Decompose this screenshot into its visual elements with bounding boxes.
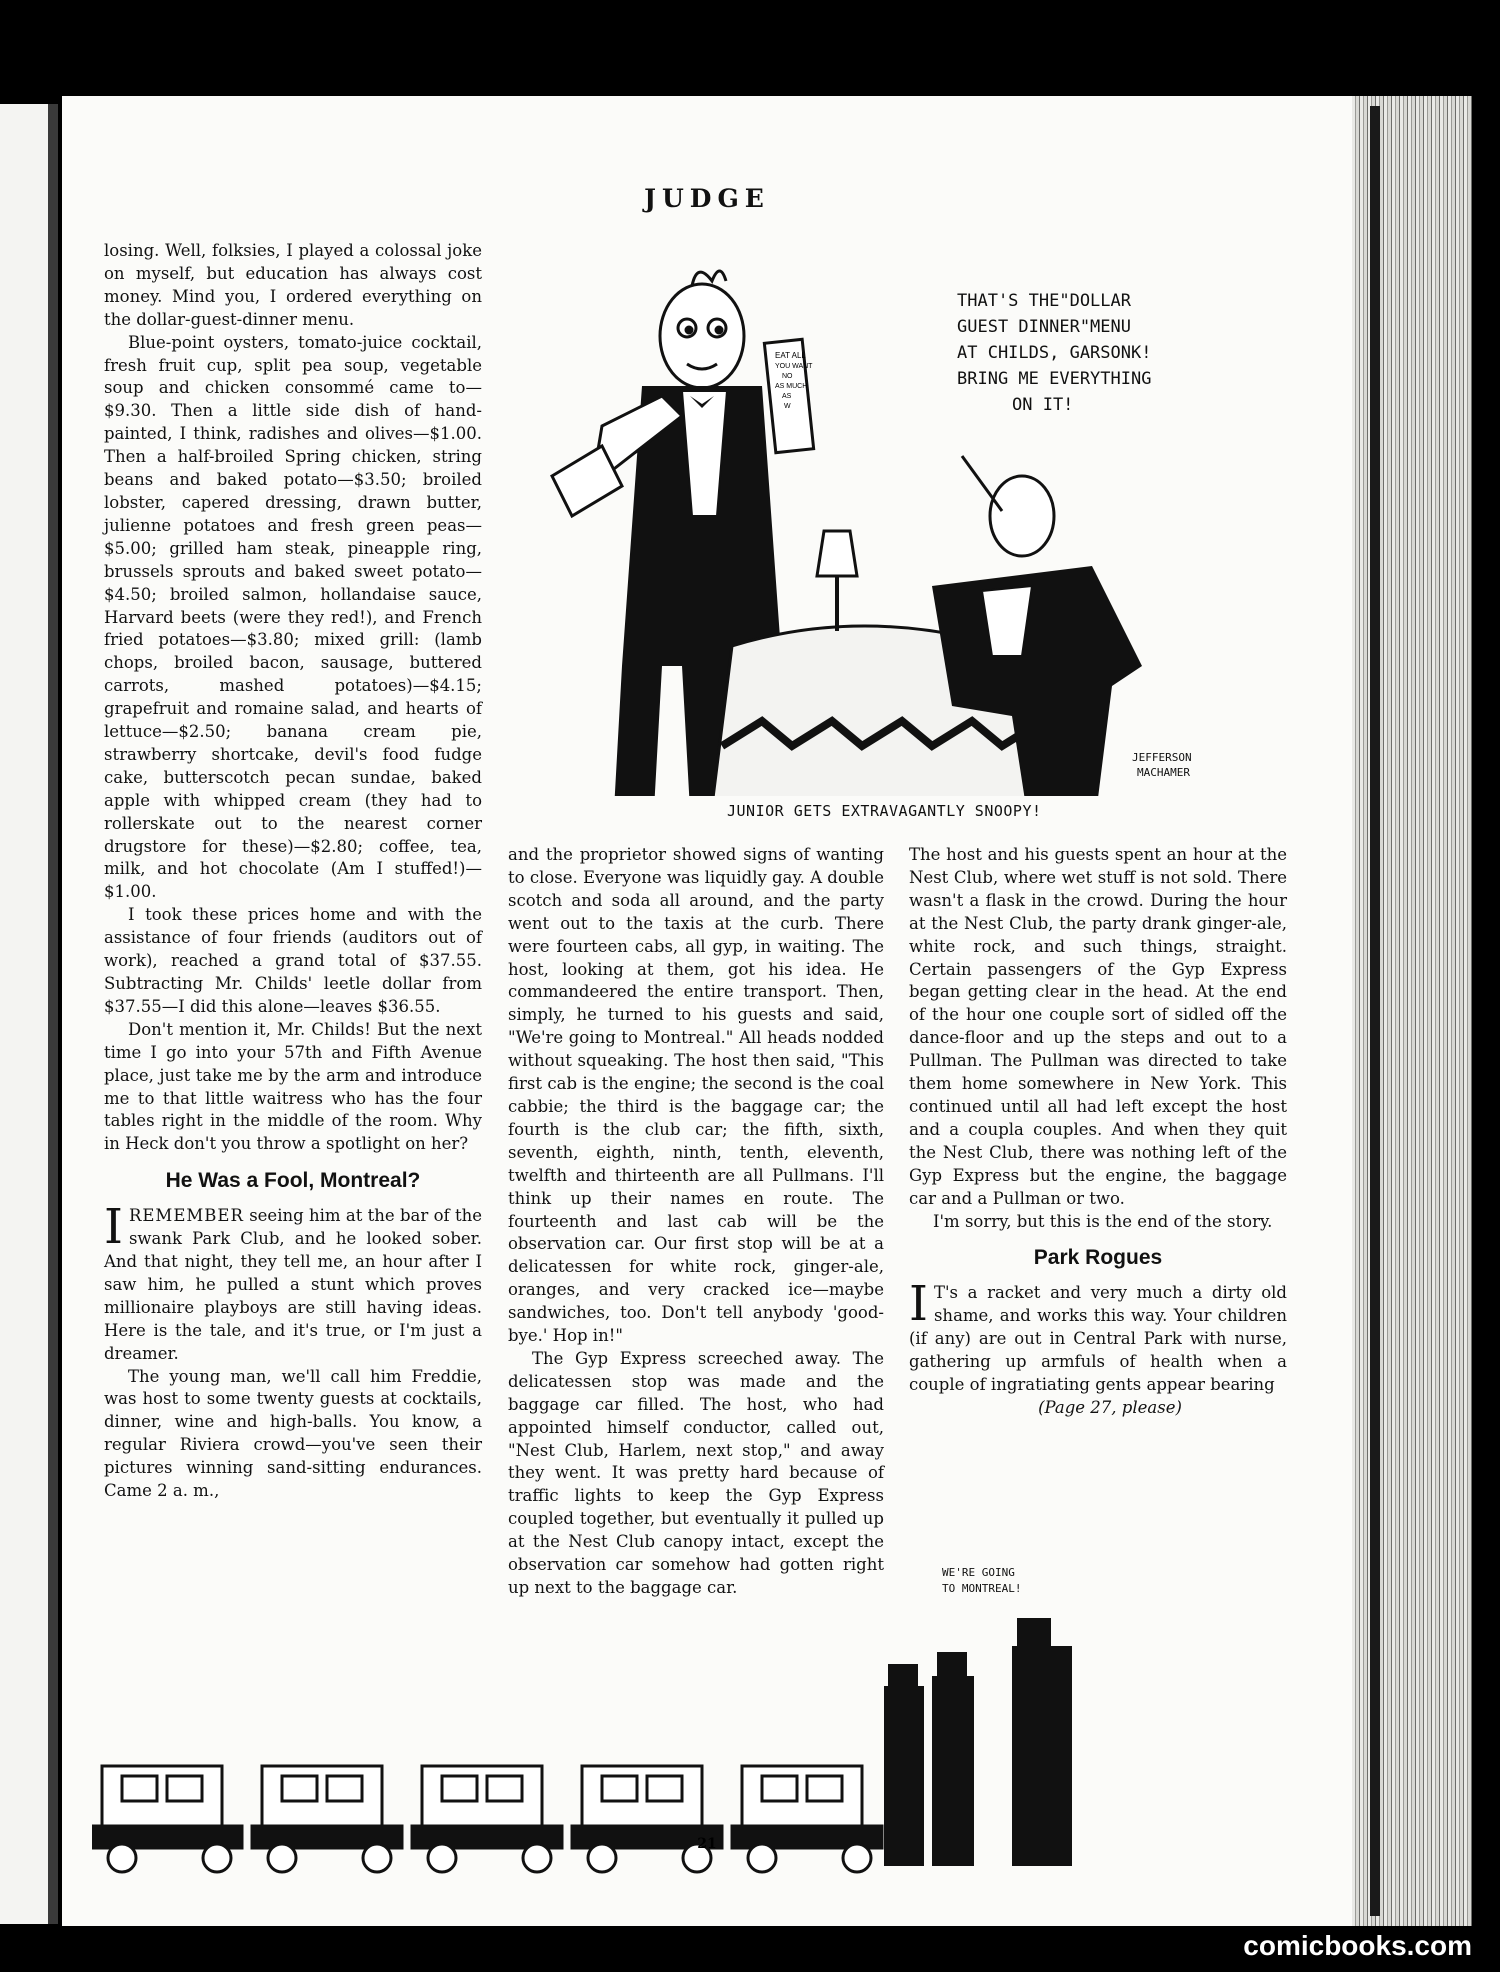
col3-paragraph: The host and his guests spent an hour at the Nest Club, where wet stuff is not sold. There wasn't a flask in the crowd. During the hour at the Nest Club, the party drank ginger-ale, white rock, and such things, straight. Certain passengers of the Gyp Express began getting clear in the head. At the end of the hour one couple sort of sidled off the dance-floor and up the steps and out to a Pullman. The Pullman was directed to take them home somewhere in New York. This continued until all had left except the host and a coupla couples. And when they quit the Nest Club, there was nothing left of the Gyp Express but the engine, the baggage car and a Pullman or two. (909, 845, 1287, 1208)
bottom-speech-line: WE'RE GOING (942, 1566, 1015, 1579)
dropcap: I (104, 1199, 123, 1256)
menu-card-line: NO (782, 373, 793, 380)
article-heading-montreal: He Was a Fool, Montreal? (165, 1169, 421, 1193)
col3-story-opening (909, 1276, 1287, 1397)
article-heading-park-rogues: Park Rogues (1033, 1246, 1163, 1270)
taxi (412, 1766, 562, 1872)
col1-paragraph: I took these prices home and with the assistance of four friends (auditors out of work), reached a grand total of $37.55. Subtracting Mr. Childs' leetle dollar from $37.55—I did this alone—leaves $36.55. (104, 905, 482, 1016)
taxi (732, 1766, 882, 1872)
signature: MACHAMER (1137, 766, 1190, 779)
menu-card-line: AS MUCH (775, 383, 808, 390)
taxi (92, 1766, 242, 1872)
page-number: 21 (697, 1836, 717, 1852)
column-2 (508, 844, 884, 1600)
magazine-page (62, 96, 1352, 1926)
speech-line: ON IT! (1012, 395, 1074, 415)
taxi-train-cartoon (92, 1536, 1092, 1916)
menu-card-line: W (784, 403, 791, 410)
story-text: T's a racket and very much a dirty old shame, and works this way. Your children (if any) are out in Central Park with nurse, gathering up armfuls of health when a couple of ingratiating gents appear bearing (909, 1283, 1287, 1394)
continued-note: (Page 27, please) (1038, 1397, 1182, 1417)
col1-paragraph: The young man, we'll call him Freddie, was host to some twenty guests at cocktails, dinner, wine and high-balls. You know, a regular Riviera crowd—you've seen their pictures winning sand-sitting endurances. Came 2 a. m., (104, 1366, 482, 1501)
col1-paragraph: losing. Well, folksies, I played a colossal joke on myself, but education has always cost money. Mind you, I ordered everything on the dollar-guest-dinner menu. (104, 241, 482, 329)
col1-paragraph: Blue-point oysters, tomato-juice cocktail, fresh fruit cup, split pea soup, vegetable soup and chicken consommé came to—$9.30. Then a little side dish of hand-painted, I think, radishes and olives—$1.00. Then a half-broiled Spring chicken, string beans and baked potato—$3.50; broiled lobster, capered dressing, drawn butter, julienne potatoes and fresh green peas—$5.00; grilled ham steak, pineapple ring, brussels sprouts and baked sweet potato—$4.50; broiled salmon, hollandaise sauce, Harvard beets (were they red!), and French fried potatoes—$3.80; mixed grill: (lamb chops, broiled bacon, sausage, buttered carrots, mashed potatoes)—$4.15; grapefruit and romaine salad, and hearts of lettuce—$2.50; banana cream pie, strawberry shortcake, devil's food fudge cake, butterscotch pecan sundae, baked apple with whipped cream (they had to rollerskate out to the nearest corner drugstore for these)—$2.80; coffee, tea, milk, and hot chocolate (Am I stuffed!)—$1.00. (104, 332, 482, 902)
speech-line: BRING ME EVERYTHING (957, 369, 1152, 389)
cartoon-caption: JUNIOR GETS EXTRAVAGANTLY SNOOPY! (727, 802, 1042, 820)
col2-paragraph: and the proprietor showed signs of wanting to close. Everyone was liquidly gay. A double scotch and soda all around, and the party went out to the taxis at the curb. There were fourteen cabs, all gyp, in waiting. The host, looking at them, got his idea. He commandeered the entire transport. Then, simply, he turned to his guests and said, "We're going to Montreal." All heads nodded without squeaking. The host then said, "This first cab is the engine; the second is the coal cabbie; the third is the baggage car; the fourth is the club car; the fifth, sixth, seventh, eighth, ninth, tenth, eleventh, twelfth and thirteenth are all Pullmans. I'll think up their names en route. The fourteenth and last cab will be the observation car. Our first stop will be at a delicatessen for white rock, ginger-ale, oranges, and very cracked ice—maybe sandwiches, too. Don't tell anybody 'good-bye.' Hop in!" (508, 845, 884, 1346)
column-3 (909, 844, 1287, 1420)
column-1 (104, 240, 482, 1503)
menu-card-line: EAT ALL (775, 351, 806, 360)
speech-line: GUEST DINNER"MENU (957, 317, 1131, 337)
speech-line: AT CHILDS, GARSONK! (957, 343, 1152, 363)
col3-paragraph: I'm sorry, but this is the end of the story. (933, 1211, 1273, 1231)
speech-line: THAT'S THE"DOLLAR (957, 291, 1131, 311)
smallcaps-lead: REMEMBER (128, 1206, 244, 1226)
menu-card-line: YOU WANT (775, 363, 813, 370)
col2-paragraph: The Gyp Express screeched away. The delicatessen stop was made and the baggage car filled. The host, who had appointed himself conductor, called out, "Nest Club, Harlem, next stop," and away they went. It was pretty hard because of traffic lights to keep the Gyp Express coupled together, but eventually it pulled up at the Nest Club canopy intact, except the observation car somehow had gotten right up next to the baggage car. (508, 1348, 884, 1597)
bottom-speech-line: TO MONTREAL! (942, 1582, 1022, 1595)
taxi (252, 1766, 402, 1872)
story-text: seeing him at the bar of the swank Park Club, and he looked sober. And that night, they tell me, an hour after I saw him, he pulled a stunt which proves millionaire playboys are still having ideas. Here is the tale, and it's true, or I'm just a dreamer. (104, 1206, 482, 1363)
col1-story-opening (104, 1199, 482, 1365)
menu-card-line: AS (782, 393, 792, 400)
book-page-edges (1352, 96, 1472, 1926)
dropcap: I (909, 1276, 928, 1333)
facing-page-edge (0, 104, 58, 1924)
running-head: JUDGE (644, 184, 770, 213)
watermark: comicbooks.com (1243, 1930, 1472, 1961)
col1-paragraph: Don't mention it, Mr. Childs! But the next time I go into your 57th and Fifth Avenue place, just take me by the arm and introduce me to that little waitress who has the four tables right in the middle of the room. Why in Heck don't you throw a spotlight on her? (104, 1019, 482, 1154)
waiter-cartoon (532, 246, 1312, 796)
taxi (572, 1766, 722, 1872)
signature: JEFFERSON (1132, 751, 1192, 764)
